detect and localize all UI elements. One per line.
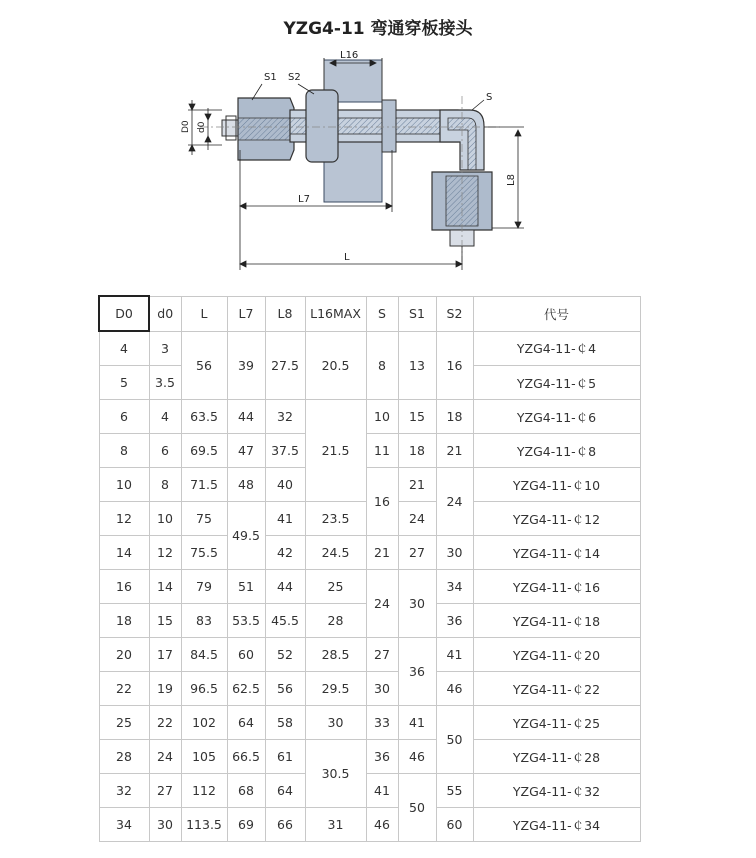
table-cell: 20.5 [305, 331, 366, 400]
table-cell: 24 [436, 468, 473, 536]
table-cell: 96.5 [181, 672, 227, 706]
table-cell: 21 [436, 434, 473, 468]
label-l16: L16 [340, 50, 359, 61]
fitting-drawing [170, 44, 550, 274]
table-cell: 44 [227, 400, 265, 434]
table-cell: 24.5 [305, 536, 366, 570]
table-cell: YZG4-11-￠22 [473, 672, 640, 706]
table-cell: YZG4-11-￠16 [473, 570, 640, 604]
table-cell: 5 [99, 366, 149, 400]
table-cell: 24 [398, 502, 436, 536]
table-cell: 34 [436, 570, 473, 604]
table-cell: 30 [366, 672, 398, 706]
table-cell: YZG4-11-￠20 [473, 638, 640, 672]
table-cell: 22 [149, 706, 181, 740]
table-cell: 53.5 [227, 604, 265, 638]
column-header: L8 [265, 296, 305, 331]
table-cell: 28 [99, 740, 149, 774]
label-l7: L7 [298, 194, 310, 205]
table-cell: 27 [366, 638, 398, 672]
table-cell: 24 [149, 740, 181, 774]
label-s: S [486, 92, 493, 103]
label-s1: S1 [264, 72, 277, 83]
table-cell: 28.5 [305, 638, 366, 672]
table-cell: 24 [366, 570, 398, 638]
column-header: S2 [436, 296, 473, 331]
table-cell: 41 [398, 706, 436, 740]
table-cell: 4 [149, 400, 181, 434]
table-cell: YZG4-11-￠28 [473, 740, 640, 774]
table-cell: 22 [99, 672, 149, 706]
table-cell: 79 [181, 570, 227, 604]
table-cell: 48 [227, 468, 265, 502]
table-cell: 33 [366, 706, 398, 740]
table-cell: YZG4-11-￠18 [473, 604, 640, 638]
table-cell: 102 [181, 706, 227, 740]
table-cell: 56 [265, 672, 305, 706]
table-cell: 4 [99, 331, 149, 366]
table-cell: 56 [181, 331, 227, 400]
table-cell: 64 [227, 706, 265, 740]
table-cell: 10 [99, 468, 149, 502]
table-cell: 25 [305, 570, 366, 604]
table-header-row [99, 296, 640, 331]
table-cell: 41 [436, 638, 473, 672]
table-cell: 12 [149, 536, 181, 570]
table-cell: 75 [181, 502, 227, 536]
table-cell: 69.5 [181, 434, 227, 468]
table-cell: 51 [227, 570, 265, 604]
table-cell: 3.5 [149, 366, 181, 400]
table-cell: 27.5 [265, 331, 305, 400]
table-cell: 16 [366, 468, 398, 536]
table-cell: 19 [149, 672, 181, 706]
table-cell: 27 [398, 536, 436, 570]
table-cell: 50 [436, 706, 473, 774]
table-cell: 46 [366, 808, 398, 842]
column-header: d0 [149, 296, 181, 331]
label-l: L [344, 252, 350, 263]
table-cell: 30.5 [305, 740, 366, 808]
page-title [0, 14, 756, 39]
table-cell: 13 [398, 331, 436, 400]
column-header: S1 [398, 296, 436, 331]
table-cell: 16 [436, 331, 473, 400]
table-cell: 60 [436, 808, 473, 842]
table-cell: YZG4-11-￠14 [473, 536, 640, 570]
table-cell: 30 [305, 706, 366, 740]
table-cell: 55 [436, 774, 473, 808]
table-cell: 71.5 [181, 468, 227, 502]
table-cell: 10 [149, 502, 181, 536]
table-row [99, 808, 640, 842]
table-row [99, 536, 640, 570]
table-cell: YZG4-11-￠5 [473, 366, 640, 400]
table-cell: YZG4-11-￠8 [473, 434, 640, 468]
table-cell: 49.5 [227, 502, 265, 570]
table-cell: 61 [265, 740, 305, 774]
label-s2: S2 [288, 72, 301, 83]
table-cell: YZG4-11-￠12 [473, 502, 640, 536]
table-cell: 6 [149, 434, 181, 468]
table-cell: 34 [99, 808, 149, 842]
column-header: S [366, 296, 398, 331]
table-cell: 50 [398, 774, 436, 842]
table-cell: 8 [366, 331, 398, 400]
table-cell: 10 [366, 400, 398, 434]
table-cell: 84.5 [181, 638, 227, 672]
title-code: YZG4-11 [283, 19, 365, 39]
table-cell: 36 [436, 604, 473, 638]
table-cell: 66.5 [227, 740, 265, 774]
table-cell: 39 [227, 331, 265, 400]
column-header: L [181, 296, 227, 331]
table-cell: 112 [181, 774, 227, 808]
table-cell: 21 [366, 536, 398, 570]
table-cell: 30 [149, 808, 181, 842]
table-cell: 27 [149, 774, 181, 808]
nut-s1 [238, 98, 294, 160]
table-cell: 83 [181, 604, 227, 638]
table-cell: 64 [265, 774, 305, 808]
table-cell: 45.5 [265, 604, 305, 638]
table-cell: 66 [265, 808, 305, 842]
table-cell: 42 [265, 536, 305, 570]
table-row [99, 400, 640, 434]
table-cell: 30 [398, 570, 436, 638]
table-row [99, 672, 640, 706]
table-cell: 14 [149, 570, 181, 604]
column-header: L16MAX [305, 296, 366, 331]
table-row [99, 638, 640, 672]
table-cell: 75.5 [181, 536, 227, 570]
table-cell: 40 [265, 468, 305, 502]
table-cell: 36 [366, 740, 398, 774]
label-d0-lower: d0 [197, 121, 207, 133]
table-cell: 12 [99, 502, 149, 536]
table-row [99, 570, 640, 604]
table-cell: 18 [99, 604, 149, 638]
title-name: 弯通穿板接头 [370, 19, 473, 39]
table-cell: 6 [99, 400, 149, 434]
table-cell: 23.5 [305, 502, 366, 536]
table-cell: 37.5 [265, 434, 305, 468]
table-cell: 15 [149, 604, 181, 638]
table-row [99, 434, 640, 468]
table-cell: 30 [436, 536, 473, 570]
table-cell: 44 [265, 570, 305, 604]
table-cell: 16 [99, 570, 149, 604]
column-header: 代号 [473, 296, 640, 331]
table-cell: YZG4-11-￠4 [473, 331, 640, 366]
table-cell: 46 [398, 740, 436, 774]
table-cell: 28 [305, 604, 366, 638]
table-cell: 8 [149, 468, 181, 502]
table-cell: 20 [99, 638, 149, 672]
table-cell: 32 [99, 774, 149, 808]
table-cell: 15 [398, 400, 436, 434]
table-row [99, 331, 640, 366]
table-cell: 58 [265, 706, 305, 740]
label-l8: L8 [506, 174, 517, 186]
table-cell: 25 [99, 706, 149, 740]
column-header: D0 [99, 296, 149, 331]
table-cell: 18 [398, 434, 436, 468]
table-cell: 41 [265, 502, 305, 536]
table-cell: 32 [265, 400, 305, 434]
table-cell: 60 [227, 638, 265, 672]
table-body [99, 331, 640, 842]
table-cell: 17 [149, 638, 181, 672]
table-cell: 36 [398, 638, 436, 706]
table-cell: 41 [366, 774, 398, 808]
table-cell: 105 [181, 740, 227, 774]
table-cell: YZG4-11-￠32 [473, 774, 640, 808]
table-cell: 21 [398, 468, 436, 502]
table-row [99, 706, 640, 740]
table-cell: YZG4-11-￠25 [473, 706, 640, 740]
table-cell: 14 [99, 536, 149, 570]
spec-table [98, 295, 641, 842]
table-cell: 62.5 [227, 672, 265, 706]
table-cell: 68 [227, 774, 265, 808]
table-cell: YZG4-11-￠10 [473, 468, 640, 502]
table-cell: 63.5 [181, 400, 227, 434]
table-cell: 52 [265, 638, 305, 672]
column-header: L7 [227, 296, 265, 331]
table-cell: 113.5 [181, 808, 227, 842]
table-cell: 69 [227, 808, 265, 842]
table-cell: 3 [149, 331, 181, 366]
table-cell: 47 [227, 434, 265, 468]
table-cell: 46 [436, 672, 473, 706]
table-cell: 8 [99, 434, 149, 468]
table-row [99, 740, 640, 774]
table-cell: 31 [305, 808, 366, 842]
label-d0-upper: D0 [181, 120, 191, 133]
table-cell: 11 [366, 434, 398, 468]
table-row [99, 774, 640, 808]
table-row [99, 468, 640, 502]
table-cell: 29.5 [305, 672, 366, 706]
table-cell: 18 [436, 400, 473, 434]
table-cell: 21.5 [305, 400, 366, 502]
table-cell: YZG4-11-￠34 [473, 808, 640, 842]
table-cell: YZG4-11-￠6 [473, 400, 640, 434]
